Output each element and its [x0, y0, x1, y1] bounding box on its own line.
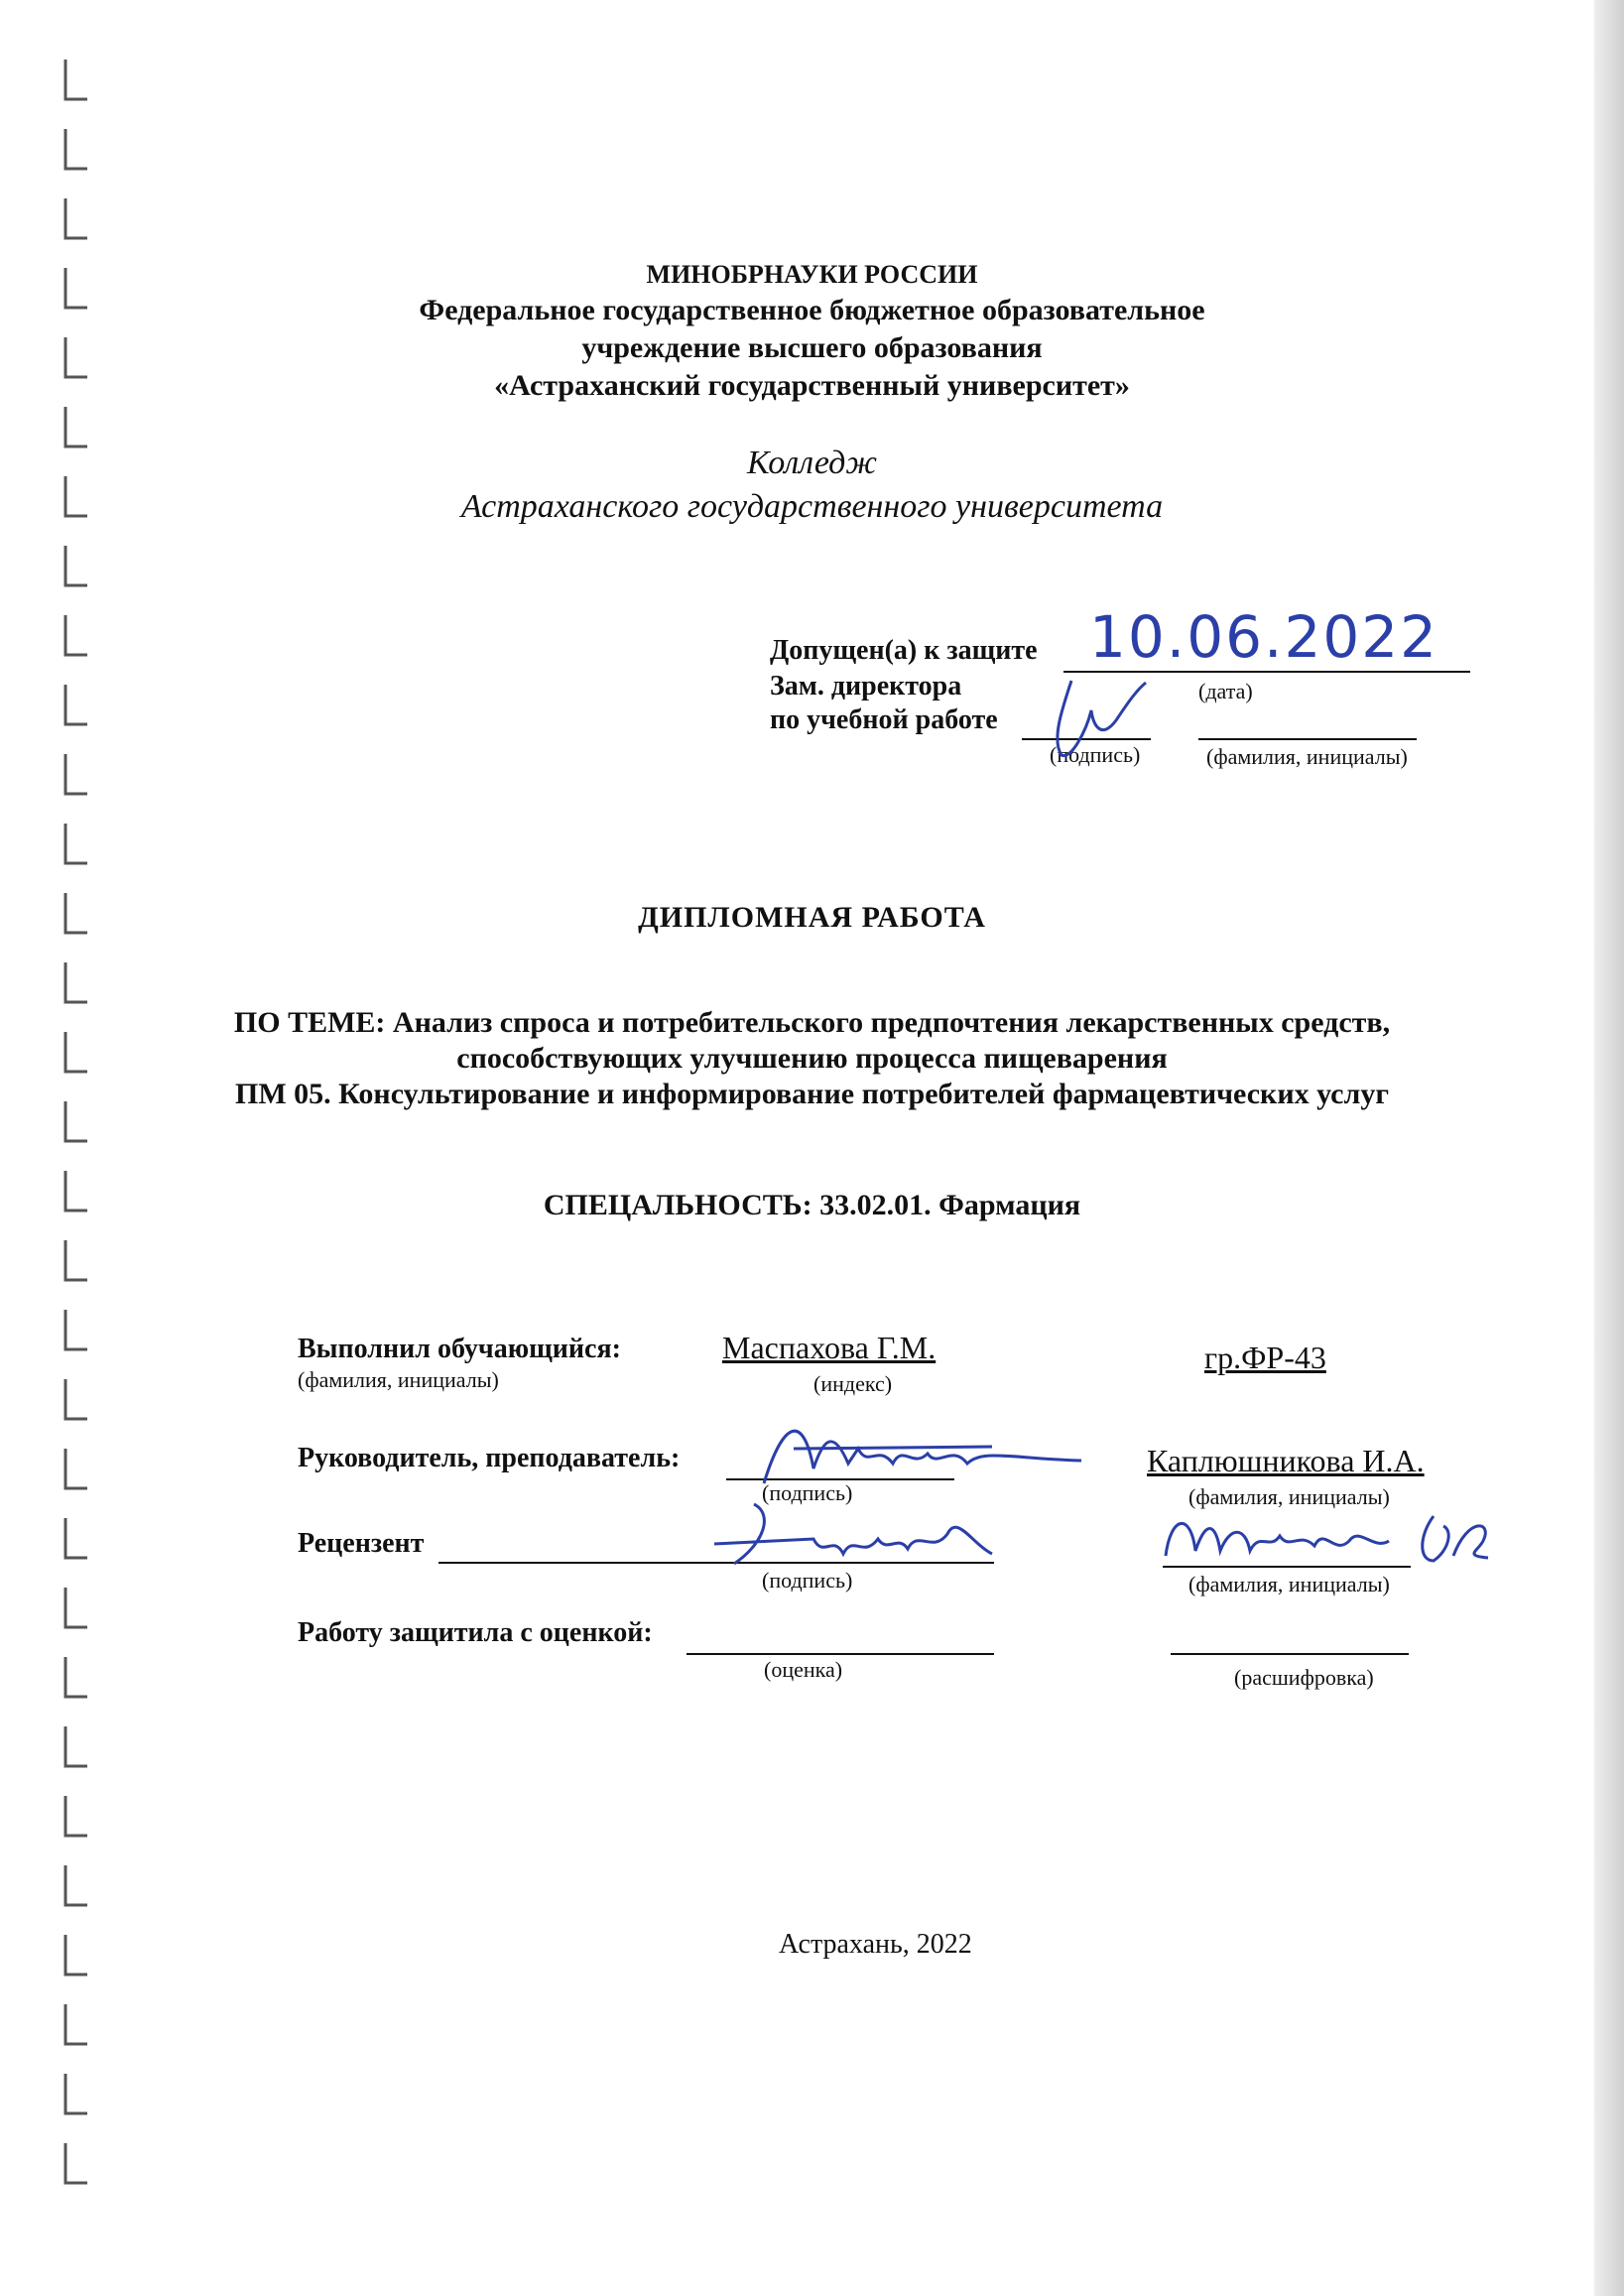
- binding-mark: [65, 754, 87, 794]
- supervisor-signature-caption: (подпись): [762, 1480, 853, 1505]
- college-line-1: Колледж: [746, 445, 877, 481]
- binding-mark: [65, 1379, 87, 1419]
- binding-mark: [65, 1657, 87, 1697]
- binding-mark: [65, 1796, 87, 1836]
- binding-mark: [65, 2143, 87, 2183]
- binding-mark: [65, 407, 87, 446]
- supervisor-name: Каплюшникова И.А.: [1147, 1443, 1425, 1478]
- deputy-label: Зам. директора: [770, 671, 962, 702]
- student-label-caption: (фамилия, инициалы): [298, 1367, 499, 1392]
- reviewer-signature: [694, 1494, 1012, 1574]
- city-year: Астрахань, 2022: [779, 1929, 972, 1960]
- signature-caption: (подпись): [1050, 742, 1141, 767]
- binding-mark: [65, 962, 87, 1002]
- document-title: ДИПЛОМНАЯ РАБОТА: [638, 901, 986, 934]
- binding-mark: [65, 60, 87, 99]
- binding-mark: [65, 2004, 87, 2044]
- binding-mark: [65, 615, 87, 655]
- date-caption: (дата): [1198, 679, 1253, 703]
- binding-mark: [65, 2074, 87, 2113]
- student-name-caption: (индекс): [813, 1371, 893, 1396]
- reviewer-name-caption: (фамилия, инициалы): [1188, 1572, 1390, 1596]
- binding-mark: [65, 1310, 87, 1349]
- grade-line: [687, 1653, 994, 1655]
- academic-label: по учебной работе: [770, 704, 998, 735]
- student-group: гр.ФР-43: [1204, 1339, 1326, 1375]
- topic-line-1: ПО ТЕМЕ: Анализ спроса и потребительского предпочтения лекарственных средств,: [233, 1006, 1391, 1039]
- binding-mark: [65, 198, 87, 238]
- supervisor-name-caption: (фамилия, инициалы): [1188, 1484, 1390, 1509]
- topic-line-2: способствующих улучшению процесса пищеварения: [456, 1042, 1168, 1075]
- reviewer-signature-caption: (подпись): [762, 1568, 853, 1593]
- decode-line: [1171, 1653, 1409, 1655]
- student-name: Маспахова Г.М.: [722, 1330, 937, 1365]
- binding-mark: [65, 129, 87, 169]
- student-label: Выполнил обучающийся:: [298, 1334, 621, 1364]
- binding-mark: [65, 1726, 87, 1766]
- supervisor-label: Руководитель, преподаватель:: [298, 1443, 681, 1473]
- decode-caption: (расшифровка): [1234, 1665, 1374, 1690]
- name-caption: (фамилия, инициалы): [1206, 744, 1408, 769]
- name-line: [1198, 738, 1417, 740]
- college-line-2: Астраханского государственного университета: [460, 488, 1164, 525]
- defense-label: Работу защитила с оценкой:: [298, 1617, 653, 1648]
- binding-mark: [65, 1588, 87, 1627]
- deputy-signature: [1042, 671, 1151, 770]
- binding-mark: [65, 685, 87, 724]
- institution-line-2: учреждение высшего образования: [581, 331, 1043, 364]
- binding-mark: [65, 1865, 87, 1905]
- admitted-label: Допущен(а) к защите: [770, 635, 1038, 666]
- ministry-title: МИНОБРНАУКИ РОССИИ: [646, 260, 978, 289]
- binding-mark: [65, 1935, 87, 1975]
- institution-line-1: Федеральное государственное бюджетное образовательное: [419, 294, 1205, 326]
- handwritten-date: 10.06.2022: [1089, 603, 1439, 671]
- binding-mark: [65, 546, 87, 585]
- reviewer-name-handwritten: [1151, 1496, 1508, 1576]
- binding-mark: [65, 1449, 87, 1488]
- binding-mark: [65, 1240, 87, 1280]
- binding-mark: [65, 1518, 87, 1558]
- institution-line-3: «Астраханский государственный университет»: [494, 369, 1130, 402]
- reviewer-label: Рецензент: [298, 1528, 425, 1559]
- specialty: СПЕЦАЛЬНОСТЬ: 33.02.01. Фармация: [543, 1189, 1081, 1221]
- grade-caption: (оценка): [764, 1657, 843, 1682]
- binding-mark: [65, 824, 87, 863]
- binding-marks: [58, 40, 107, 2223]
- topic-line-3: ПМ 05. Консультирование и информирование потребителей фармацевтических услуг: [235, 1078, 1389, 1110]
